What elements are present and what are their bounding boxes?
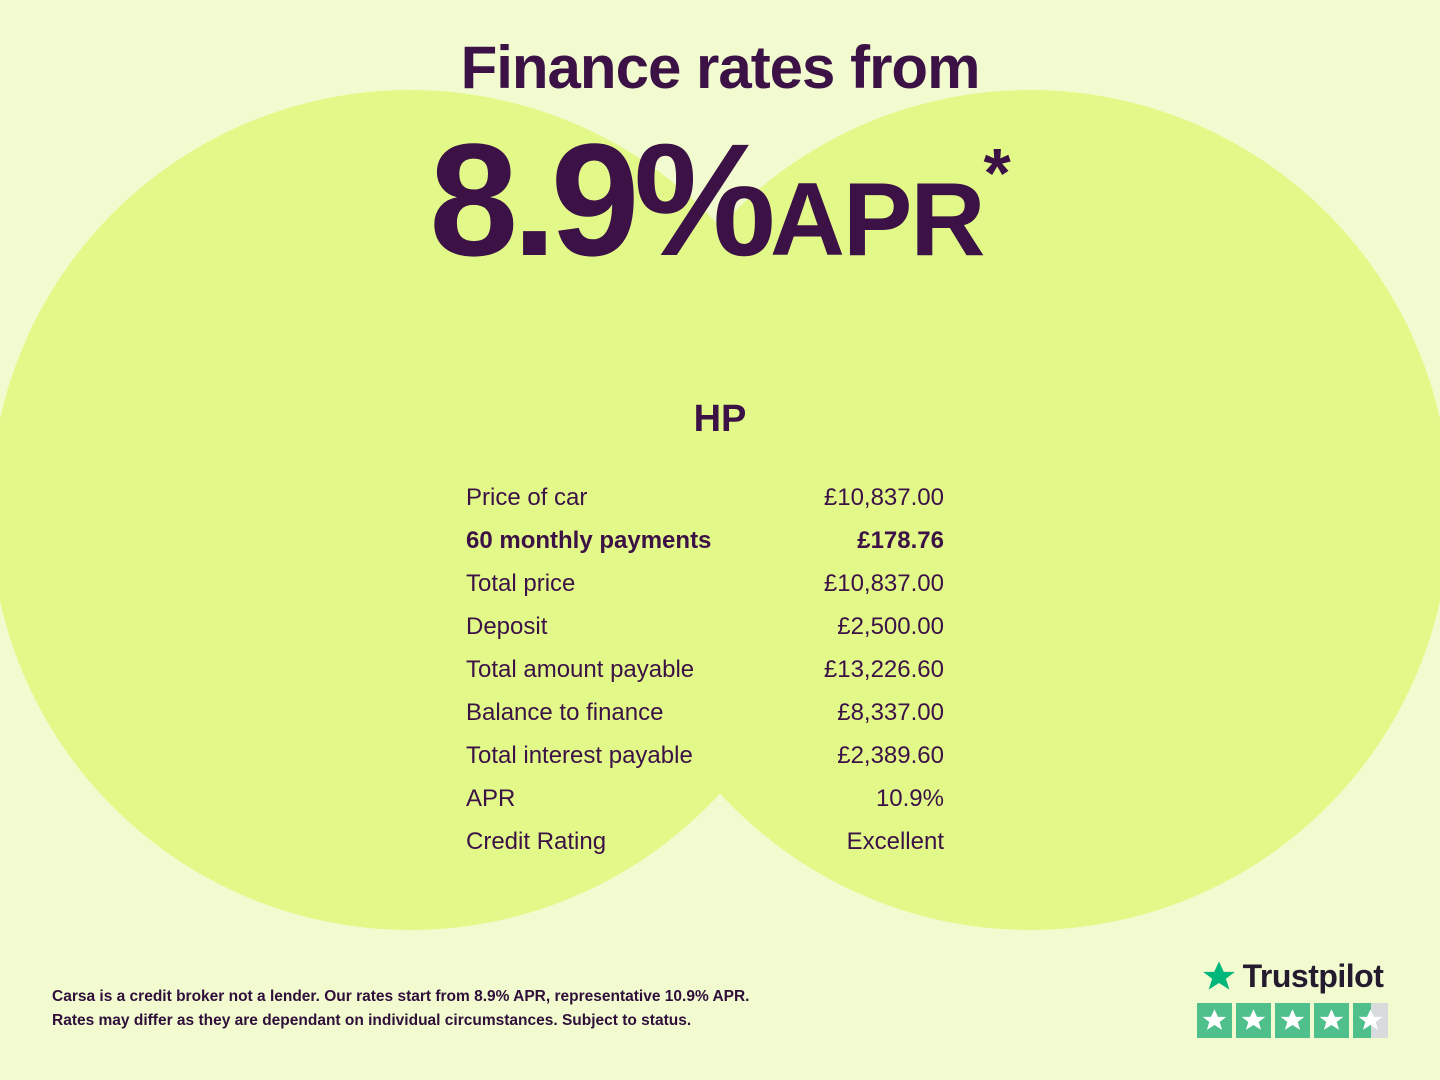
row-label: Price of car xyxy=(466,484,588,511)
row-value: 10.9% xyxy=(875,785,944,812)
table-row xyxy=(466,562,944,605)
half-star-icon xyxy=(1353,1003,1388,1038)
row-value: £10,837.00 xyxy=(823,484,944,511)
row-value: £2,389.60 xyxy=(837,742,944,769)
rate-suffix: APR xyxy=(769,162,984,278)
row-label: Total price xyxy=(466,570,576,597)
row-label: Total interest payable xyxy=(466,742,693,769)
rate-display xyxy=(0,110,1440,289)
star-icon xyxy=(1236,1003,1271,1038)
row-label: APR xyxy=(466,785,516,812)
table-row xyxy=(466,648,944,691)
trustpilot-wordmark-text: Trustpilot xyxy=(1242,958,1384,994)
row-label: Total amount payable xyxy=(466,656,695,683)
trustpilot-star-icon xyxy=(1201,959,1237,995)
table-row xyxy=(466,734,944,777)
rate-value: 8.9% xyxy=(429,110,770,289)
row-label: Credit Rating xyxy=(466,828,607,855)
row-label: 60 monthly payments xyxy=(466,527,712,554)
finance-plan-title: HP xyxy=(693,398,747,440)
trustpilot-logo xyxy=(1192,958,1392,995)
row-value: Excellent xyxy=(846,828,944,855)
disclaimer-line-2: Rates may differ as they are dependant on individual circumstances. Subject to status. xyxy=(52,1012,692,1030)
disclaimer-text xyxy=(52,985,812,1033)
trustpilot-rating-stars xyxy=(1192,1003,1392,1038)
table-row xyxy=(466,605,944,648)
star-icon xyxy=(1275,1003,1310,1038)
table-row xyxy=(466,691,944,734)
table-row xyxy=(466,519,944,562)
table-row xyxy=(466,777,944,820)
table-row xyxy=(466,476,944,519)
row-value: £13,226.60 xyxy=(823,656,944,683)
star-icon xyxy=(1197,1003,1232,1038)
disclaimer-line-1: Carsa is a credit broker not a lender. Our rates start from 8.9% APR, representative 10.9% APR. xyxy=(52,988,750,1005)
row-label: Balance to finance xyxy=(466,699,664,726)
star-icon xyxy=(1314,1003,1349,1038)
table-row xyxy=(466,820,944,863)
row-value: £10,837.00 xyxy=(823,570,944,597)
rate-asterisk: * xyxy=(983,134,1011,212)
row-value: £8,337.00 xyxy=(837,699,944,726)
row-label: Deposit xyxy=(466,613,548,640)
trustpilot-widget xyxy=(1192,958,1392,1038)
row-value: £178.76 xyxy=(857,527,944,554)
page-title: Finance rates from xyxy=(460,34,980,101)
finance-table xyxy=(466,476,944,863)
row-value: £2,500.00 xyxy=(837,613,944,640)
